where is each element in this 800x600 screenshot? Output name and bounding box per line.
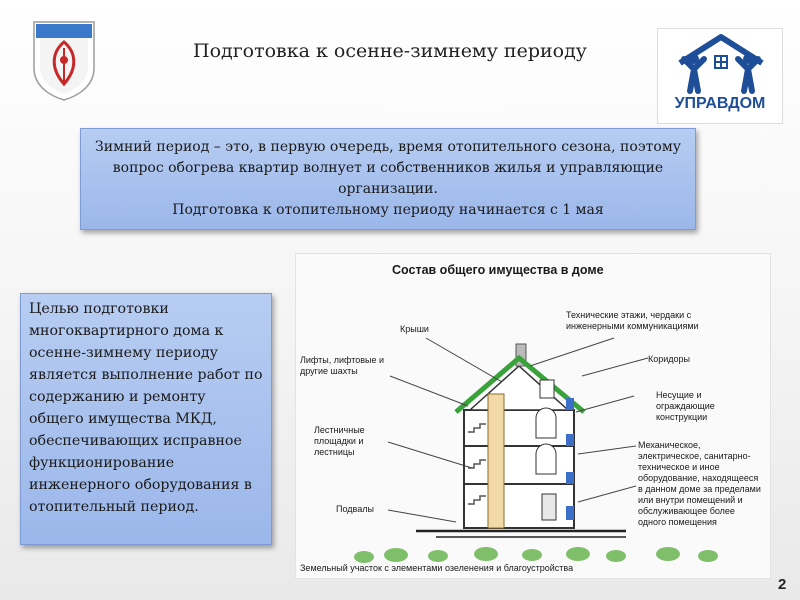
diagram-title: Состав общего имущества в доме [392, 263, 604, 277]
goal-textbox [20, 293, 272, 545]
label-equipment: Механическое, электрическое, санитарно-техническое и иное оборудование, находящееся в данном доме за пределами или внутри помещений и обслуживающее более одного помещения [638, 440, 761, 527]
label-stairs: Лестничные площадки и лестницы [314, 425, 365, 457]
house-people-icon [658, 29, 784, 95]
label-tech-floors: Технические этажи, чердаки с инженерными коммуникациями [566, 310, 699, 331]
intro-callout [80, 128, 696, 230]
upravdom-logo [657, 28, 783, 124]
callout-start-date: Подготовка к отопительному периоду начинается с 1 мая [172, 202, 604, 218]
label-basements: Подвалы [336, 504, 374, 514]
label-land-plot: Земельный участок с элементами озеленения и благоустройства [300, 563, 574, 573]
common-property-diagram [295, 253, 771, 579]
slide-title: Подготовка к осенне-зимнему периоду [193, 40, 587, 62]
label-bearing-structures: Несущие и ограждающие конструкции [656, 390, 715, 422]
logo-text: УПРАВДОМ [674, 95, 766, 112]
city-emblem-icon [30, 18, 98, 102]
callout-text: Зимний период – это, в первую очередь, время отопительного сезона, поэтому вопрос обогрева квартир волнует и собственников жилья и управляющие организации. [95, 139, 681, 197]
label-roofs: Крыши [400, 324, 429, 334]
page-number: 2 [778, 576, 787, 593]
label-lifts: Лифты, лифтовые и другие шахты [300, 355, 385, 376]
label-corridors: Коридоры [648, 354, 691, 364]
goal-text: Целью подготовки многоквартирного дома к осенне-зимнему периоду является выполнение работ по содержанию и ремонту общего имущества МКД, обеспечивающих исправное функционирование инженерного оборудования в отопительный период. [29, 301, 263, 515]
